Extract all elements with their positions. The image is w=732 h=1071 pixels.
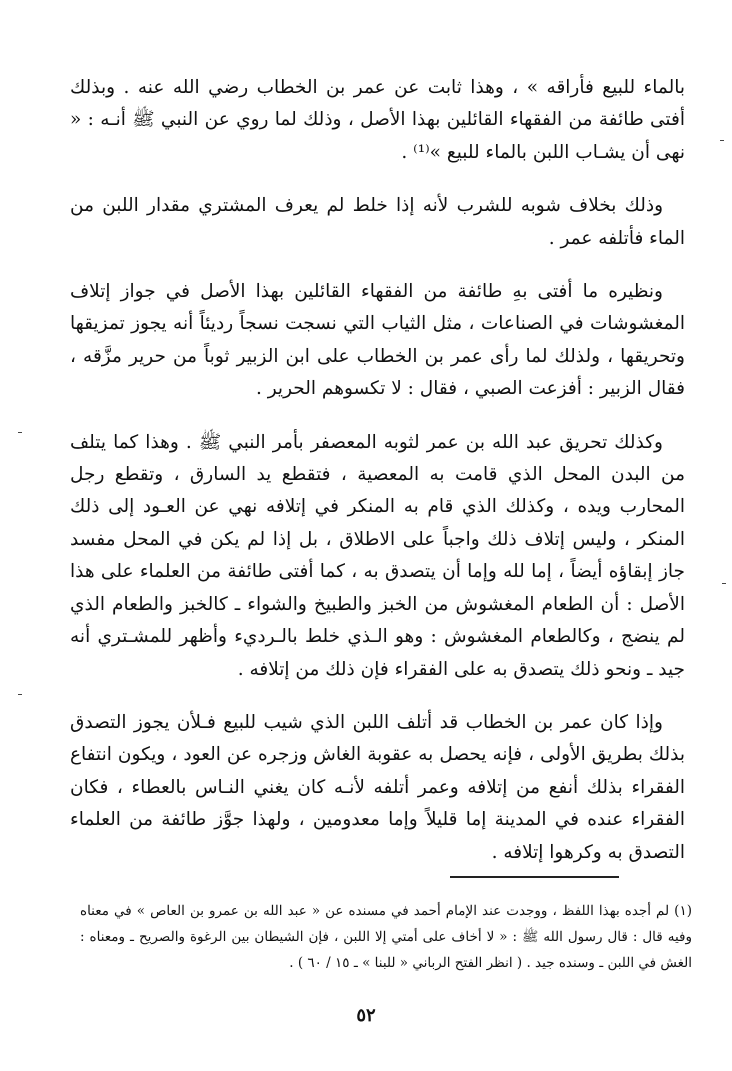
paragraph-4: وكذلك تحريق عبد الله بن عمر لثوبه المعصفر بأمر النبي ﷺ . وهذا كما يتلف من البدن المحل الذي قامت به المعصية ، فتقطع يد السارق ، وتقطع رجل المحارب ويده ، وكذلك الذي قام به المنكر في إتلافه نهي عن العـود إلى ذلك المنكر ، وليس إتلاف ذلك واجباً على الاطلاق ، بل إذا لم يكن في المحل مفسد جاز إبقاؤه أيضاً ، إما لله وإما أن يتصدق به ، كما أفتى طائفة من العلماء على هذا الأصل : أن الطعام المغشوش من الخبز والطبيخ والشواء ـ كالخبز والطعام الذي لم ينضج ، وكالطعام المغشوش : وهو الـذي خلط بالـرديء وأظهر للمشـتري أنه جيد ـ ونحو ذلك يتصدق به على الفقراء فإن ذلك من إتلافه . — [70, 431, 685, 680]
scan-speck — [18, 694, 22, 695]
footnote-divider — [450, 876, 619, 878]
paragraph-3: ونظيره ما أفتى بهِ طائفة من الفقهاء القائلين بهذا الأصل في جواز إتلاف المغشوشات في الصناعات ، مثل الثياب التي نسجت نسجاً رديئاً أنه يجوز تمزيقها وتحريقها ، ولذلك لما رأى عمر بن الخطاب على ابن الزبير ثوباً من حرير مزَّقه ، فقال الزبير : أفزعت الصبي ، فقال : لا تكسوهم الحرير . — [70, 281, 685, 400]
paragraph-1: بالماء للبيع فأراقه » ، وهذا ثابت عن عمر بن الخطاب رضي الله عنه . وبذلك أفتى طائفة من الفقهاء القائلين بهذا الأصل ، وذلك لما روي عن النبي ﷺ أنـه : « نهى أن يشـاب اللبن بالماء للبيع »⁽¹⁾ . — [70, 77, 685, 163]
scan-speck — [720, 140, 724, 141]
footnote: (١) لم أجده بهذا اللفظ ، ووجدت عند الإمام أحمد في مسنده عن « عبد الله بن عمرو بن العاص » في معناه وفيه قال : قال رسول الله ﷺ : « لا أخاف على أمتي إلا اللبن ، فإن الشيطان بين الرغوة والصريح ـ ومعناه : الغش في اللبن ـ وسنده جيد . ( انظر الفتح الرباني « للبنا » ـ ١٥ / ٦٠ ) . — [80, 903, 692, 971]
paragraph-5: وإذا كان عمر بن الخطاب قد أتلف اللبن الذي شيب للبيع فـلأن يجوز التصدق بذلك بطريق الأولى ، فإنه يحصل به عقوبة الغاش وزجره عن العود ، ويكون انتفاع الفقراء بذلك أنفع من إتلافه وعمر أتلفه لأنـه كان يغني النـاس بالعطاء ، فكان الفقراء عنده في المدينة إما قليلاً وإما معدومين ، ولهذا جوَّز طائفة من العلماء التصدق به وكرهوا إتلافه . — [70, 711, 685, 863]
scan-speck — [722, 583, 726, 584]
scan-speck — [18, 432, 22, 433]
page-number: ٥٢ — [356, 1005, 376, 1026]
paragraph-2: وذلك بخلاف شوبه للشرب لأنه إذا خلط لم يعرف المشتري مقدار اللبن من الماء فأتلفه عمر . — [70, 195, 685, 249]
